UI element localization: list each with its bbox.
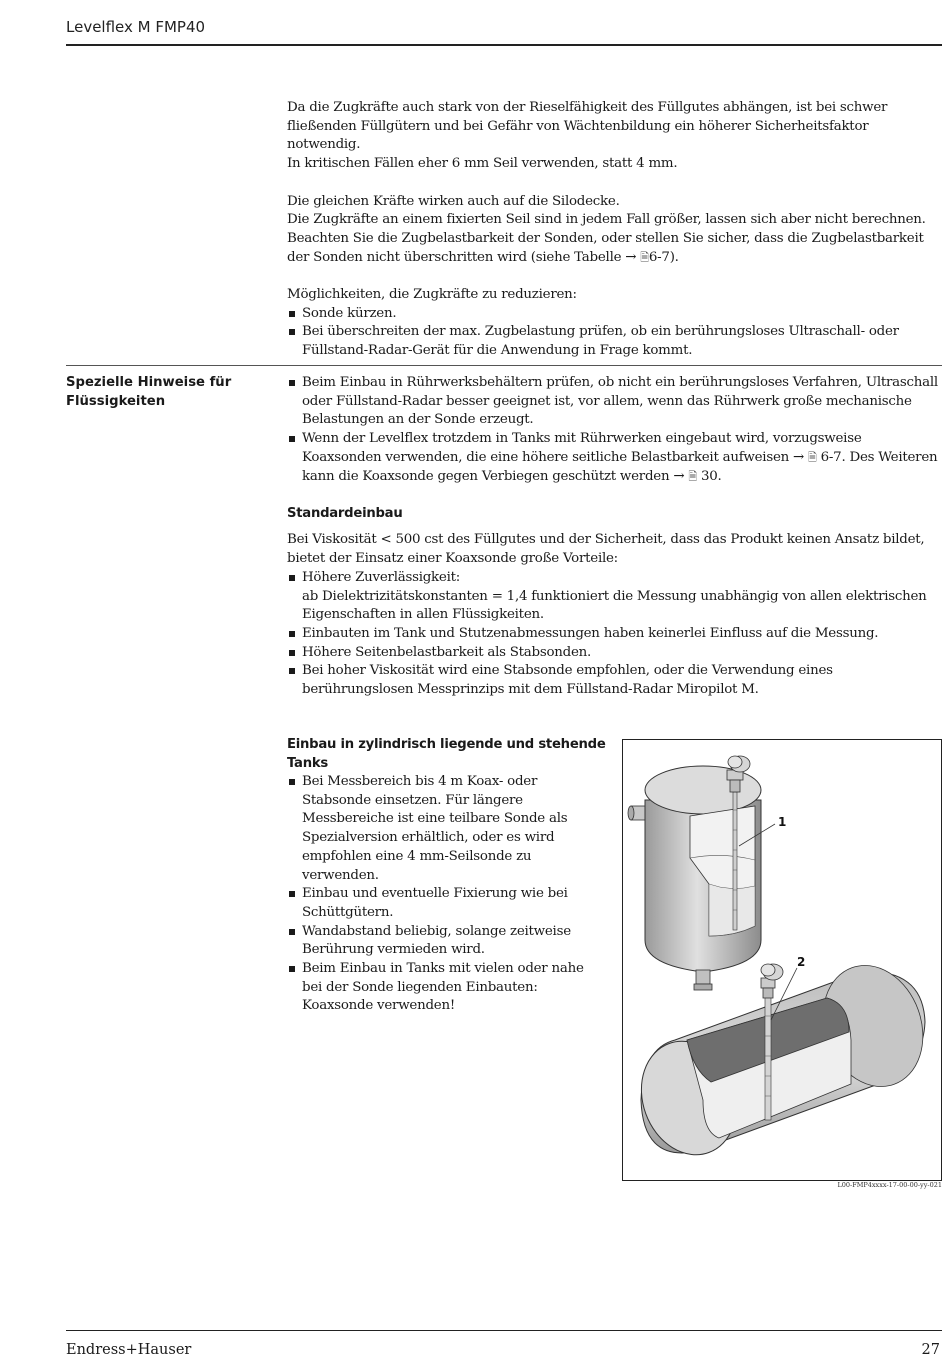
paragraph: Da die Zugkräfte auch stark von der Rieselfähigkeit des Füllgutes abhängen, ist bei schwer fließenden Füllgütern und bei Gefähr von Wächtenbildung ein höherer Sicherheitsfaktor notwendig.	[287, 100, 888, 153]
paragraph: Bei Viskosität < 500 cst des Füllgutes und der Sicherheit, dass das Produkt keinen Ansatz bildet, bietet der Einsatz einer Koaxsonde große Vorteile:	[287, 532, 925, 567]
text-fragment: Wenn der Levelflex trotzdem in Tanks mit Rührwerken eingebaut wird, vorzugsweise Koaxsonden verwenden, die eine höhere seitliche Belastbarkeit aufweisen →	[302, 431, 862, 465]
page-reference-icon: 🗎	[688, 469, 697, 483]
paragraph: Die gleichen Kräfte wirken auch auf die Silodecke.	[287, 193, 620, 209]
section1-body	[287, 99, 942, 361]
list-item: Einbauten im Tank und Stutzenabmessungen haben keinerlei Einfluss auf die Messung.	[287, 625, 942, 644]
header-rule	[66, 44, 942, 46]
list-item: Bei hoher Viskosität wird eine Stabsonde empfohlen, oder die Verwendung eines berührungslosen Messprinzips mit dem Füllstand-Radar Miropilot M.	[287, 662, 942, 699]
horizontal-tank	[626, 951, 939, 1168]
list-item: Einbau und eventuelle Fixierung wie bei Schüttgütern.	[287, 885, 607, 922]
section-divider	[66, 365, 942, 366]
text-fragment: 6-7).	[648, 249, 679, 265]
cylindrical-tanks-body	[287, 736, 607, 1016]
header-title: Levelflex M FMP40	[66, 18, 206, 36]
vertical-tank	[628, 756, 775, 990]
text-fragment: ab Dielektrizitätskonstanten = 1,4 funktioniert die Messung unabhängig von allen elektrischen Eigenschaften in allen Flüssigkeiten.	[302, 588, 927, 623]
text-fragment: 6-7. Des Weiteren kann die Koaxsonde gegen Verbiegen geschützt werden →	[302, 449, 938, 484]
side-heading: Spezielle Hinweise für Flüssigkeiten	[66, 375, 232, 409]
paragraph: Die Zugkräfte an einem fixierten Seil sind in jedem Fall größer, lassen sich aber nicht berechnen.	[287, 212, 926, 228]
subheading-cylindrical-tanks: Einbau in zylindrisch liegende und stehende Tanks	[287, 737, 606, 771]
page-number: 27	[921, 1342, 940, 1358]
text-fragment: Beachten Sie die Zugbelastbarkeit der Sonden, oder stellen Sie sicher, dass die Zugbelastbarkeit der Sonden nicht überschritten wird (siehe Tabelle →	[287, 230, 924, 265]
page-reference-icon: 🗎	[808, 450, 817, 464]
list-item: Bei überschreiten der max. Zugbelastung prüfen, ob ein berührungsloses Ultraschall- oder Füllstand-Radar-Gerät für die Anwendung in Frage kommt.	[287, 323, 942, 360]
list-item: Bei Messbereich bis 4 m Koax- oder Stabsonde einsetzen. Für längere Messbereiche ist eine teilbare Sonde als Spezialversion erhältlich, oder es wird empfohlen eine 4 mm-Seilsonde zu verwenden.	[287, 773, 607, 885]
figure-label-2: 2	[797, 955, 806, 969]
paragraph: In kritischen Fällen eher 6 mm Seil verwenden, statt 4 mm.	[287, 156, 678, 172]
paragraph	[287, 230, 942, 267]
bullet-list	[287, 773, 607, 1016]
list-item: Beim Einbau in Tanks mit vielen oder nahe bei der Sonde liegenden Einbauten: Koaxsonde verwenden!	[287, 960, 607, 1016]
paragraph: Möglichkeiten, die Zugkräfte zu reduzieren:	[287, 287, 577, 302]
section2-body	[287, 374, 942, 700]
tank-installation-figure	[622, 739, 942, 1181]
list-item: Sonde kürzen.	[287, 305, 942, 324]
list-item: Beim Einbau in Rührwerksbehältern prüfen, ob nicht ein berührungsloses Verfahren, Ultraschall oder Füllstand-Radar besser geeignet ist, vor allem, wenn das Rührwerk große mechanische Belastungen an der Sonde erzeugt.	[287, 374, 942, 430]
footer-rule	[66, 1330, 942, 1331]
page-reference-icon: 🗎	[640, 250, 649, 264]
tank-illustration	[623, 740, 941, 1180]
list-item: Höhere Seitenbelastbarkeit als Stabsonden.	[287, 644, 942, 663]
list-item	[287, 430, 942, 486]
list-item	[287, 569, 942, 625]
figure-code: L00-FMP4xxxx-17-00-00-yy-021	[837, 1181, 942, 1189]
bullet-list	[287, 305, 942, 361]
list-item: Wandabstand beliebig, solange zeitweise Berührung vermieden wird.	[287, 923, 607, 960]
footer-brand: Endress+Hauser	[66, 1342, 192, 1358]
text-fragment: 30.	[700, 468, 722, 484]
subheading-standardeinbau: Standardeinbau	[287, 505, 403, 521]
bullet-list	[287, 374, 942, 486]
figure-label-1: 1	[778, 815, 787, 829]
bullet-list	[287, 569, 942, 700]
text-fragment: Höhere Zuverlässigkeit:	[302, 569, 461, 585]
